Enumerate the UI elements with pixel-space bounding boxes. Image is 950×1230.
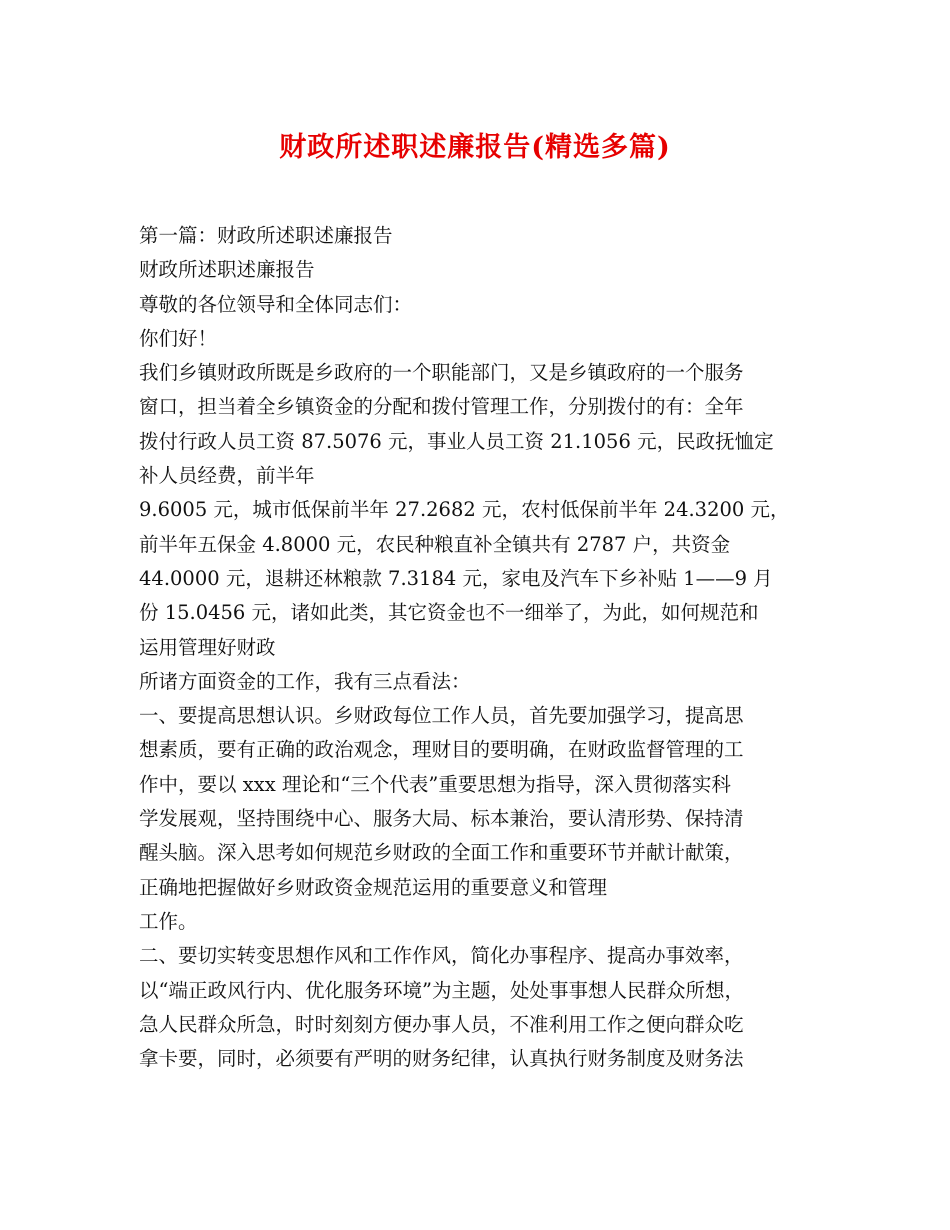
- text-line: 份 15.0456 元，诸如此类，其它资金也不一细举了，为此，如何规范和: [139, 601, 759, 625]
- text-line: 运用管理好财政: [139, 635, 276, 659]
- text-line: 你们好！: [139, 326, 218, 350]
- text-line: 拨付行政人员工资 87.5076 元，事业人员工资 21.1056 元，民政抚恤定: [139, 429, 774, 453]
- document-body: [139, 219, 829, 1076]
- text-line: 以“端正政风行内、优化服务环境”为主题，处处事事想人民群众所想，: [139, 978, 744, 1002]
- text-line: 工作。: [139, 909, 198, 933]
- text-line: 拿卡要，同时，必须要有严明的财务纪律，认真执行财务制度及财务法: [139, 1047, 744, 1071]
- text-line: 44.0000 元，退耕还林粮款 7.3184 元，家电及汽车下乡补贴 1——9 月: [139, 566, 773, 590]
- text-line: 财政所述职述廉报告: [139, 258, 315, 282]
- text-line: 一、要提高思想认识。乡财政每位工作人员，首先要加强学习，提高思: [139, 704, 744, 728]
- document-title: 财政所述职述廉报告(精选多篇): [279, 132, 671, 163]
- text-line: 学发展观，坚持围绕中心、服务大局、标本兼治，要认清形势、保持清: [139, 807, 744, 831]
- text-line: 想素质，要有正确的政治观念，理财目的要明确，在财政监督管理的工: [139, 738, 744, 762]
- text-line: 二、要切实转变思想作风和工作作风，简化办事程序、提高办事效率，: [139, 944, 744, 968]
- text-line: 补人员经费，前半年: [139, 464, 315, 488]
- text-line: 正确地把握做好乡财政资金规范运用的重要意义和管理: [139, 875, 608, 899]
- text-line: 急人民群众所急，时时刻刻方便办事人员，不准利用工作之便向群众吃: [139, 1012, 744, 1036]
- text-line: 窗口，担当着全乡镇资金的分配和拨付管理工作，分别拨付的有：全年: [139, 395, 744, 419]
- text-line: 尊敬的各位领导和全体同志们：: [139, 292, 413, 316]
- text-line: 9.6005 元，城市低保前半年 27.2682 元，农村低保前半年 24.3200 元，: [139, 498, 790, 522]
- text-line: 醒头脑。深入思考如何规范乡财政的全面工作和重要环节并献计献策，: [139, 841, 744, 865]
- text-line: 前半年五保金 4.8000 元，农民种粮直补全镇共有 2787 户，共资金: [139, 532, 731, 556]
- text-line: 第一篇：财政所述职述廉报告: [139, 224, 393, 247]
- text-line: 作中，要以 xxx 理论和“三个代表”重要思想为指导，深入贯彻落实科: [139, 772, 731, 796]
- text-line: 我们乡镇财政所既是乡政府的一个职能部门，又是乡镇政府的一个服务: [139, 361, 744, 385]
- text-line: 所诸方面资金的工作，我有三点看法：: [139, 669, 471, 693]
